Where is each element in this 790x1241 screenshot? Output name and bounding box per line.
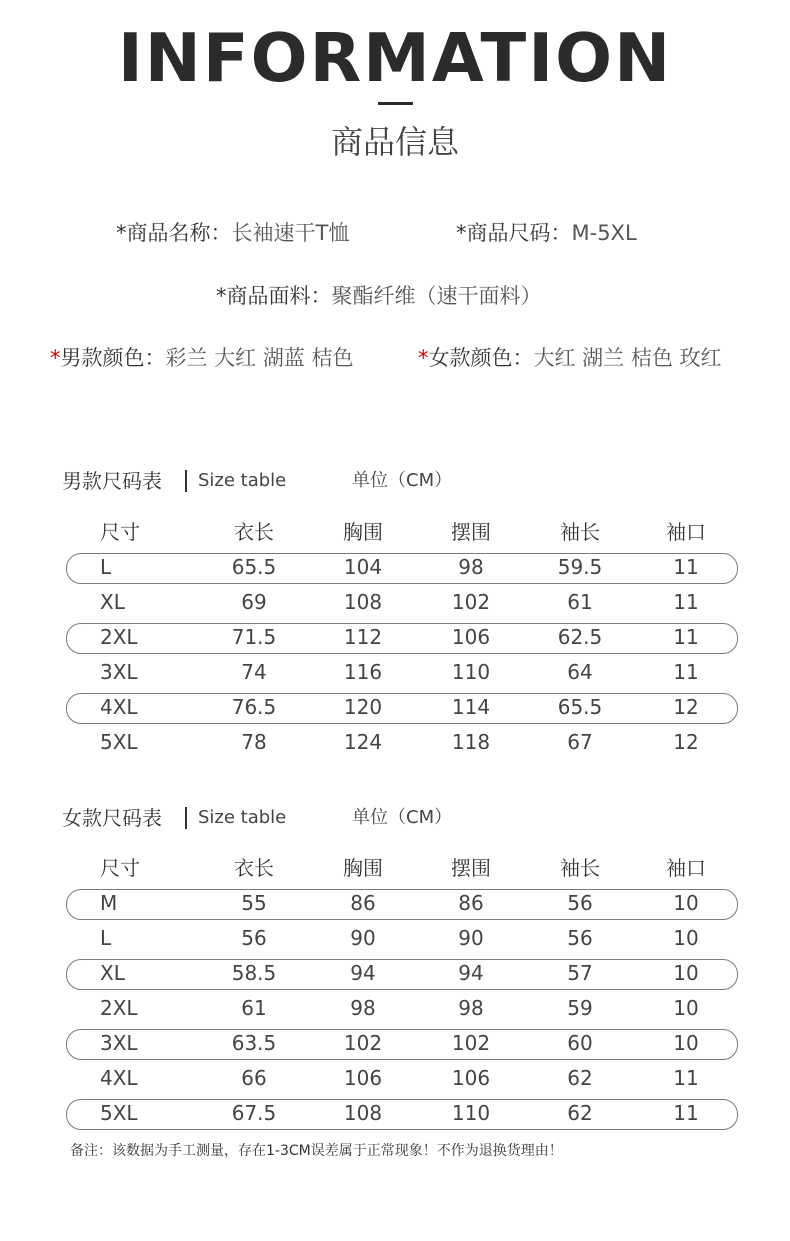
table-cell: 112 — [343, 625, 383, 649]
table-cell: 71.5 — [231, 625, 277, 649]
table-cell: 57 — [567, 961, 593, 985]
column-header: 袖口 — [666, 856, 706, 880]
info-product-name — [116, 218, 349, 248]
table-cell: 124 — [343, 730, 383, 754]
table-cell: 11 — [673, 555, 699, 579]
table-cell: 98 — [458, 555, 484, 579]
table-cell: 11 — [673, 1101, 699, 1125]
table-cell: 78 — [241, 730, 267, 754]
column-header: 尺寸 — [100, 856, 140, 880]
info-value: M-5XL — [571, 221, 637, 245]
required-star: * — [456, 221, 467, 245]
table-cell: 56 — [567, 926, 593, 950]
table-cell: 4XL — [100, 1066, 138, 1090]
table-cell: 65.5 — [557, 695, 603, 719]
title-divider — [185, 807, 187, 829]
table-cell: 59.5 — [557, 555, 603, 579]
table-cell: 62 — [567, 1101, 593, 1125]
column-header: 摆围 — [451, 520, 491, 544]
info-value: 彩兰 大红 湖蓝 桔色 — [165, 346, 354, 370]
table-cell: 64 — [567, 660, 593, 684]
required-star: * — [50, 346, 61, 370]
table-cell: 69 — [241, 590, 267, 614]
table-cell: 76.5 — [231, 695, 277, 719]
table-cell: 102 — [451, 1031, 491, 1055]
table-cell: 94 — [350, 961, 376, 985]
table-cell: 67.5 — [231, 1101, 277, 1125]
required-star: * — [418, 346, 429, 370]
women-table-title: 女款尺码表 — [62, 806, 162, 830]
column-header: 尺寸 — [100, 520, 140, 544]
table-cell: 102 — [451, 590, 491, 614]
column-header: 袖口 — [666, 520, 706, 544]
table-cell: 61 — [567, 590, 593, 614]
info-key: 商品名称： — [126, 221, 232, 245]
table-cell: 110 — [451, 1101, 491, 1125]
table-cell: 65.5 — [231, 555, 277, 579]
column-header: 衣长 — [234, 856, 274, 880]
table-cell: 4XL — [100, 695, 138, 719]
table-cell: 102 — [343, 1031, 383, 1055]
table-cell: 110 — [451, 660, 491, 684]
table-cell: 10 — [673, 891, 699, 915]
table-cell: 56 — [241, 926, 267, 950]
table-cell: L — [100, 926, 112, 950]
table-cell: 10 — [673, 926, 699, 950]
table-cell: 11 — [673, 590, 699, 614]
table-cell: 5XL — [100, 730, 138, 754]
table-cell: 98 — [350, 996, 376, 1020]
table-row — [66, 690, 736, 725]
table-cell: 108 — [343, 1101, 383, 1125]
table-cell: 59 — [567, 996, 593, 1020]
table-cell: 94 — [458, 961, 484, 985]
column-header: 摆围 — [451, 856, 491, 880]
table-header-row — [66, 851, 736, 886]
page-subtitle: 商品信息 — [330, 123, 459, 161]
column-header: 胸围 — [343, 520, 383, 544]
table-cell: 2XL — [100, 625, 138, 649]
table-row — [66, 1096, 736, 1131]
table-cell: 67 — [567, 730, 593, 754]
table-cell: 98 — [458, 996, 484, 1020]
table-row — [66, 1061, 736, 1096]
table-cell: 11 — [673, 1066, 699, 1090]
table-cell: L — [100, 555, 112, 579]
men-table-unit: 单位（CM） — [352, 470, 453, 491]
men-table-subtitle: Size table — [198, 470, 287, 491]
title-divider — [185, 470, 187, 492]
table-cell: 5XL — [100, 1101, 138, 1125]
page-title: INFORMATION — [117, 19, 673, 97]
info-men-colors — [50, 343, 354, 373]
table-header-row — [66, 515, 736, 550]
table-cell: 62 — [567, 1066, 593, 1090]
table-cell: 11 — [673, 660, 699, 684]
info-value: 大红 湖兰 桔色 玫红 — [533, 346, 722, 370]
table-cell: 10 — [673, 1031, 699, 1055]
table-cell: XL — [100, 590, 125, 614]
table-cell: 118 — [451, 730, 491, 754]
table-cell: 106 — [451, 625, 491, 649]
table-cell: 106 — [451, 1066, 491, 1090]
table-cell: 12 — [673, 730, 699, 754]
table-cell: 66 — [241, 1066, 267, 1090]
footnote: 备注：该数据为手工测量，存在1-3CM误差属于正常现象！不作为退换货理由！ — [70, 1143, 563, 1159]
table-cell: 108 — [343, 590, 383, 614]
women-table-unit: 单位（CM） — [352, 807, 453, 828]
table-cell: 116 — [343, 660, 383, 684]
table-cell: 11 — [673, 625, 699, 649]
men-size-table — [66, 515, 736, 760]
table-cell: 90 — [458, 926, 484, 950]
required-star: * — [116, 221, 127, 245]
table-cell: 74 — [241, 660, 267, 684]
table-cell: 3XL — [100, 1031, 138, 1055]
table-row — [66, 655, 736, 690]
table-cell: 60 — [567, 1031, 593, 1055]
table-cell: 55 — [241, 891, 267, 915]
table-cell: 86 — [458, 891, 484, 915]
required-star: * — [216, 284, 227, 308]
table-row — [66, 956, 736, 991]
info-product-fabric — [216, 281, 542, 311]
table-row — [66, 725, 736, 760]
info-value: 聚酯纤维（速干面料） — [331, 284, 542, 308]
table-cell: 10 — [673, 996, 699, 1020]
table-cell: 63.5 — [231, 1031, 277, 1055]
table-cell: 3XL — [100, 660, 138, 684]
table-cell: 58.5 — [231, 961, 277, 985]
column-header: 袖长 — [560, 520, 600, 544]
table-cell: M — [100, 891, 118, 915]
table-cell: 56 — [567, 891, 593, 915]
table-row — [66, 886, 736, 921]
table-cell: 114 — [451, 695, 491, 719]
column-header: 衣长 — [234, 520, 274, 544]
table-cell: 10 — [673, 961, 699, 985]
table-cell: 120 — [343, 695, 383, 719]
table-row — [66, 620, 736, 655]
info-key: 商品面料： — [226, 284, 332, 308]
table-cell: 2XL — [100, 996, 138, 1020]
table-row — [66, 991, 736, 1026]
table-row — [66, 585, 736, 620]
women-table-subtitle: Size table — [198, 807, 287, 828]
table-row — [66, 921, 736, 956]
table-cell: 90 — [350, 926, 376, 950]
table-cell: 104 — [343, 555, 383, 579]
table-cell: 62.5 — [557, 625, 603, 649]
table-cell: 61 — [241, 996, 267, 1020]
info-women-colors — [418, 343, 722, 373]
info-key: 男款颜色： — [60, 346, 166, 370]
column-header: 袖长 — [560, 856, 600, 880]
info-product-size — [456, 218, 637, 248]
table-cell: 12 — [673, 695, 699, 719]
women-size-table — [66, 851, 736, 1131]
table-cell: 86 — [350, 891, 376, 915]
column-header: 胸围 — [343, 856, 383, 880]
info-value: 长袖速干T恤 — [231, 221, 350, 245]
title-underline — [378, 102, 413, 105]
table-row — [66, 1026, 736, 1061]
table-cell: XL — [100, 961, 125, 985]
table-row — [66, 550, 736, 585]
info-key: 女款颜色： — [428, 346, 534, 370]
info-key: 商品尺码： — [466, 221, 572, 245]
men-table-title: 男款尺码表 — [62, 469, 162, 493]
table-cell: 106 — [343, 1066, 383, 1090]
